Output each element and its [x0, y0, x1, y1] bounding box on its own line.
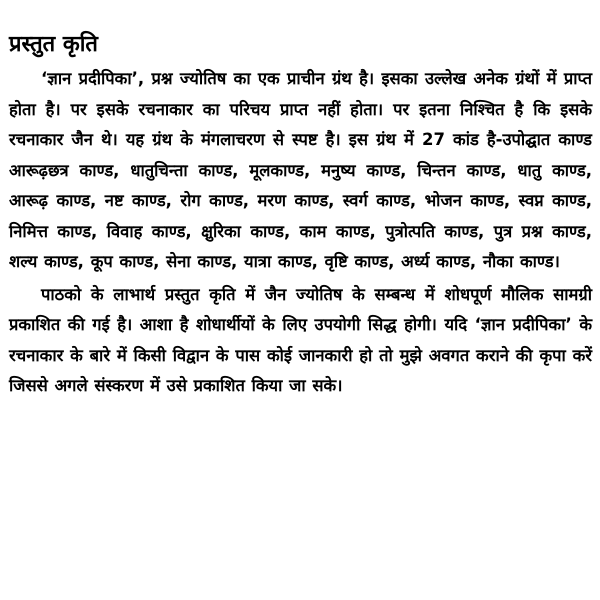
paragraph-intro: ‘ज्ञान प्रदीपिका’, प्रश्न ज्योतिष का एक प्राचीन ग्रंथ है। इसका उल्लेख अनेक ग्रंथों में प्राप्त होता है। पर इसके रचनाकार का परिचय प्राप्त नहीं होता। पर इतना निश्चित है कि इसके रचनाकार जैन थे। यह ग्रंथ के मंगलाचरण से स्पष्ट है। इस ग्रंथ में 27 कांड है-उपोद्घात काण्ड आरूढ़छत्र काण्ड, धातुचिन्ता काण्ड, मूलकाण्ड, मनुष्य काण्ड, चिन्तन काण्ड, धातु काण्ड, आरूढ़ काण्ड, नष्ट काण्ड, रोग काण्ड, मरण काण्ड, स्वर्ग काण्ड, भोजन काण्ड, स्वप्न काण्ड, निमित्त काण्ड, विवाह काण्ड, क्षुरिका काण्ड, काम काण्ड, पुत्रोत्पति काण्ड, पुत्र प्रश्न काण्ड, शल्य काण्ड, कूप काण्ड, सेना काण्ड, यात्रा काण्ड, वृष्टि काण्ड, अर्ध्य काण्ड, नौका काण्ड।: [9, 69, 592, 271]
page-title: प्रस्तुत कृति: [9, 32, 98, 57]
paragraph-closing: पाठको के लाभार्थ प्रस्तुत कृति में जैन ज्योतिष के सम्बन्ध में शोधपूर्ण मौलिक सामग्री प्रकाशित की गई है। आशा है शोधार्थीयों के लिए उपयोगी सिद्ध होगी। यदि ‘ज्ञान प्रदीपिका’ के रचनाकार के बारे में किसी विद्वान के पास कोई जानकारी हो तो मुझे अवगत कराने की कृपा करें जिससे अगले संस्करण में उसे प्रकाशित किया जा सके।: [9, 284, 592, 395]
